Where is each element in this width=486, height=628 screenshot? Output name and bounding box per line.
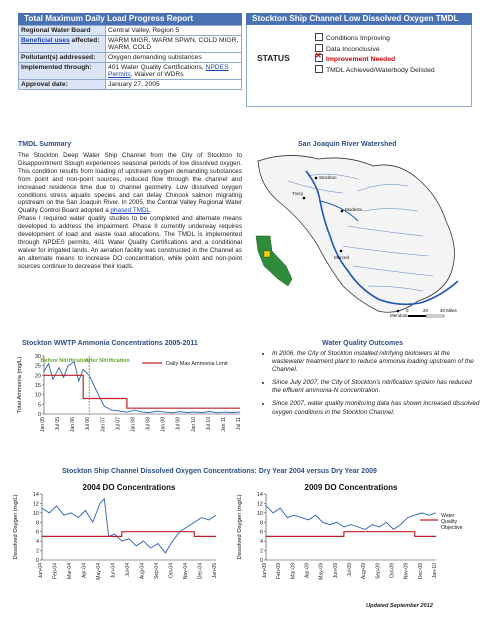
x-tick-label: Sep-09: [375, 563, 382, 580]
x-tick-label: Apr-09: [304, 563, 311, 579]
y-tick-label: 10: [32, 510, 39, 517]
status-option-label: Improvement Needed: [326, 56, 396, 63]
state-inset: [256, 236, 292, 286]
footer-updated: Updated September 2012: [366, 603, 433, 609]
status-option: [315, 33, 435, 44]
x-tick-label: Jan 05: [40, 417, 46, 433]
y-tick-label: 20: [34, 373, 41, 380]
map-place-label: Merced: [334, 255, 350, 260]
x-tick-label: Feb-04: [52, 563, 59, 579]
outcome-item: • In 2006, the City of Stockton installed nitrifying biotowers at the wastewater treatment plant to reduce ammonia loading upstream of the Channel.: [272, 350, 482, 374]
x-tick-label: Jul 10: [205, 417, 212, 431]
summary-p1: The Stockton Deep Water Ship Channel from the City of Stockton to Disappointment Slough experiences seasonal periods of low dissolved oxygen. This condition results from loading of upstream oxygen demanding substances from point and non-point sources, reduced flow through the channel and increased residence time due to channel geometry. Low dissolved oxygen conditions stress aquatic species and can delay Chinook salmon migrating upstream on the San Joaquin River. In 2005, the Central Valley Regional Water Quality Control Board adopted a: [18, 152, 242, 215]
x-tick-label: May-04: [96, 563, 102, 580]
x-tick-label: Nov-04: [183, 563, 189, 580]
info-row: [19, 53, 242, 63]
tmdl-title: Stockton Ship Channel Low Dissolved Oxygen TMDL: [246, 13, 472, 25]
status-option: [315, 65, 435, 76]
chart-title: 2009 DO Concentrations: [304, 483, 398, 492]
ammonia-chart: [14, 350, 250, 442]
info-key-suffix: affected:: [69, 37, 100, 44]
x-tick-label: Apr-04: [81, 563, 88, 579]
data-series-line: [44, 362, 240, 413]
checkbox-icon: [315, 65, 323, 73]
map-place-label: Modesto: [345, 207, 363, 212]
x-tick-label: Jul 09: [175, 417, 182, 431]
x-tick-label: Oct-04: [168, 563, 175, 579]
y-tick-label: 15: [34, 383, 41, 389]
outcome-item: • Since July 2007, the City of Stockton's nitrification system has reduced the effluent ammonia-N concentration.: [272, 379, 482, 395]
x-tick-label: Jul 06: [85, 417, 92, 431]
watershed-map: [248, 151, 474, 325]
y-tick-label: 14: [256, 492, 263, 498]
x-tick-label: Jan-10: [432, 563, 438, 579]
beneficial-uses-link[interactable]: Beneficial uses: [21, 37, 70, 44]
info-value-post: , Waiver of WDRs: [130, 71, 184, 78]
annotation-before: Before Nitrification: [40, 358, 90, 364]
status-option-label: Conditions Improving: [326, 35, 390, 42]
objective-line: [42, 532, 216, 537]
outcome-item: • Since 2007, water quality monitoring data has shown increased dissolved oxygen conditions in the Stockton Channel.: [272, 400, 482, 416]
status-option-label: Data Inconclusive: [326, 45, 380, 53]
status-option-label: TMDL Achieved/Waterbody Delisted: [326, 66, 435, 74]
outcomes-title: Water Quality Outcomes: [322, 340, 404, 347]
x-tick-label: Sep-04: [154, 563, 160, 580]
x-tick-label: Dec-09: [417, 563, 424, 580]
report-title: Total Maximum Daily Load Progress Report: [18, 13, 242, 25]
summary-title: TMDL Summary: [18, 141, 72, 148]
info-table: [18, 25, 242, 90]
y-tick-label: 25: [34, 363, 41, 370]
y-tick-label: 0: [259, 558, 263, 564]
y-tick-label: 30: [34, 354, 41, 360]
x-tick-label: Jun-04: [110, 563, 117, 579]
x-tick-label: Jul-09: [347, 563, 353, 577]
ammonia-limit-line: [44, 375, 240, 408]
y-tick-label: 8: [35, 520, 39, 527]
objective-legend-word: Objective: [441, 525, 463, 531]
info-key: Implemented through:: [19, 63, 106, 80]
info-value: [106, 63, 242, 80]
x-tick-label: Nov-09: [403, 563, 410, 580]
objective-legend-word: Quality: [441, 519, 458, 525]
y-tick-label: 5: [37, 402, 41, 409]
x-tick-label: Jul 08: [145, 417, 152, 431]
x-tick-label: Jan 07: [100, 417, 107, 433]
map-place-label: Mendota: [390, 313, 408, 318]
status-list: [315, 33, 435, 75]
x-tick-label: May-09: [318, 563, 325, 580]
info-value: Central Valley, Region 5: [106, 26, 242, 36]
x-tick-label: Jul 05: [55, 417, 62, 431]
watershed-boundary: [258, 155, 454, 312]
y-axis-label: Dissolved Oxygen (mg/L): [13, 494, 19, 560]
y-tick-label: 0: [37, 412, 41, 418]
info-key: Approval date:: [19, 80, 106, 90]
x-tick-label: Jan-05: [212, 563, 218, 579]
checkbox-icon: [315, 33, 323, 41]
data-series-line: [42, 499, 216, 553]
x-tick-label: Jan 08: [130, 417, 137, 433]
map-place-label: Stockton: [319, 175, 337, 180]
status-box: [246, 25, 472, 107]
summary-text: [18, 152, 242, 271]
y-tick-label: 6: [259, 529, 263, 536]
annotation-after: After Nitrification: [84, 358, 130, 364]
y-tick-label: 2: [35, 548, 39, 555]
scale-label: 0: [406, 308, 409, 313]
y-tick-label: 0: [35, 558, 39, 564]
outcomes-list: [260, 350, 482, 422]
objective-legend-word: Water: [441, 513, 455, 519]
info-row: [19, 26, 242, 36]
do-2009-chart: [234, 480, 474, 598]
x-tick-label: Jan 06: [70, 417, 77, 433]
npdes-permits-link[interactable]: NPDES Permits: [108, 64, 229, 78]
info-row: [19, 36, 242, 53]
status-option: [315, 44, 435, 55]
x-tick-label: Aug-04: [139, 563, 146, 580]
y-axis-label: Dissolved Oxygen (mg/L): [237, 494, 243, 560]
info-row: [19, 80, 242, 90]
x-tick-label: Jul 11: [236, 417, 242, 430]
scale-label: 40 Miles: [440, 308, 457, 313]
x-tick-label: Jan-09: [262, 563, 268, 579]
x-tick-label: Jun-09: [332, 563, 339, 579]
y-tick-label: 6: [35, 529, 39, 536]
info-key: Pollutant(s) addressed:: [19, 53, 106, 63]
do-2004-chart: [10, 480, 222, 598]
phased-tmdl-link[interactable]: phased TMDL: [110, 207, 151, 215]
x-tick-label: Feb-09: [276, 563, 283, 579]
checked-checkbox-icon: [315, 54, 323, 62]
info-value: WARM MIGR, WARM SPWN, COLD MIGR, WARM, COLD: [106, 36, 242, 53]
data-series-line: [266, 506, 436, 530]
x-tick-label: Oct-09: [389, 563, 396, 579]
info-row: [19, 63, 242, 80]
summary-p1-end: .: [150, 207, 152, 215]
x-tick-label: Mar-09: [290, 563, 297, 579]
y-tick-label: 14: [32, 492, 39, 498]
y-tick-label: 4: [35, 539, 39, 546]
info-key: [19, 36, 106, 53]
y-tick-label: 4: [259, 539, 263, 546]
info-panel: [18, 13, 242, 90]
ammonia-chart-title: Stockton WWTP Ammonia Concentrations 2005-2011: [22, 340, 198, 347]
info-key: Regional Water Board: [19, 26, 106, 36]
y-tick-label: 10: [256, 510, 263, 517]
objective-legend-label: [441, 513, 463, 531]
x-tick-label: Dec-04: [197, 563, 204, 580]
x-tick-label: Jan 11: [220, 417, 227, 432]
scale-bar: [406, 308, 458, 317]
y-tick-label: 12: [32, 501, 39, 508]
objective-line: [266, 532, 436, 537]
y-tick-label: 2: [259, 548, 263, 555]
info-value-pre: 401 Water Quality Certifications,: [108, 64, 206, 71]
x-tick-label: Jan-04: [38, 563, 44, 579]
map-title: San Joaquin River Watershed: [298, 141, 397, 148]
chart-title: 2004 DO Concentrations: [82, 483, 176, 492]
do-section-title: Stockton Ship Channel Dissolved Oxygen Concentrations: Dry Year 2004 versus Dry Year 2009: [62, 468, 377, 475]
status-label: STATUS: [257, 53, 290, 63]
info-value: January 27, 2005: [106, 80, 242, 90]
info-value: Oxygen demanding substances: [106, 53, 242, 63]
map-place-label: Tracy: [292, 191, 304, 196]
y-tick-label: 12: [256, 501, 263, 508]
x-tick-label: Aug-09: [361, 563, 368, 580]
legend-label: Daily Max Ammonia Limit: [166, 361, 228, 367]
x-tick-label: Jul 07: [115, 417, 122, 431]
y-tick-label: 8: [259, 520, 263, 527]
x-tick-label: Jan 09: [160, 417, 167, 433]
summary-paragraph: [18, 152, 242, 215]
summary-paragraph: Phase I required water quality studies to be completed and alternate means developed to address the impairment. Phase II currently underway requires development of load and waste load allocations. The TMDL is implemented through NPDES permits, 401 Water Quality Certifications and a conditional waiver for irrigated lands. An aeration facility was constructed in the Channel as an alternate means to increase DO concentration, while point and non-point sources continue to decrease their loads.: [18, 215, 242, 270]
status-option: [315, 54, 435, 65]
scale-label: 20: [423, 308, 429, 313]
x-tick-label: Jul-04: [125, 563, 131, 577]
x-tick-label: Mar-04: [67, 563, 73, 579]
y-tick-label: 10: [34, 392, 41, 399]
status-panel: [246, 13, 472, 107]
y-axis-label: Total Ammonia (mg/L): [17, 356, 23, 414]
x-tick-label: Jan 10: [190, 417, 197, 433]
